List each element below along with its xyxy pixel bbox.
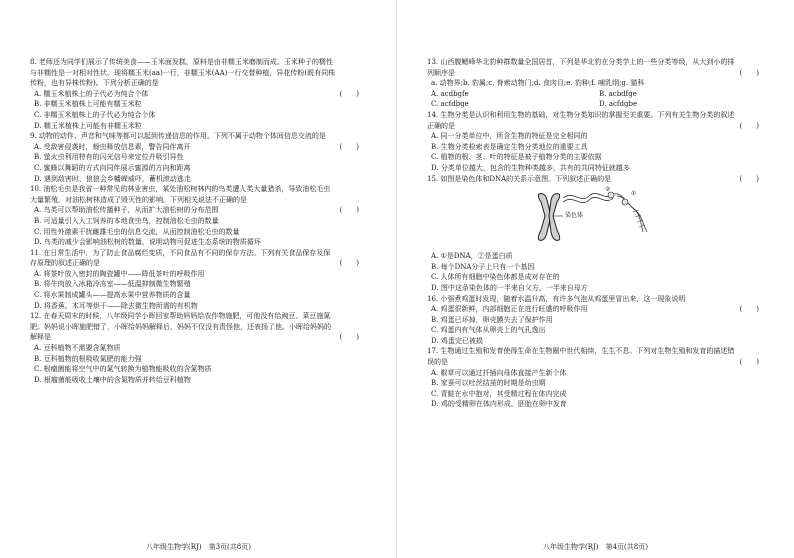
option-c[interactable]: C. 青蛙在水中抱对，其受精过程在体内完成: [431, 389, 567, 398]
option-a[interactable]: A. 将茶叶放入密封的陶瓷罐中——降低茶叶的呼吸作用: [34, 269, 205, 278]
question-15: [427, 174, 767, 294]
option-b[interactable]: B. 豆科植物的根吸收氮肥的能力强: [34, 354, 142, 363]
option-c[interactable]: C. 植物的根、茎、叶的特征是被子植物分类的主要依据: [431, 153, 602, 162]
option-d[interactable]: D. acfdgbe: [599, 100, 638, 109]
answer-bracket[interactable]: ( ): [339, 333, 359, 342]
option-a[interactable]: A. 鸟类可以帮助油松传播种子，从而扩大油松树的分布范围: [34, 206, 219, 215]
question-stem: 15. 如图是染色体和DNA的关系示意图。下列叙述正确的是: [427, 174, 612, 183]
question-stem: 10. 油松毛虫是我省一种常见的林业害虫，某处油松树林内的鸟类遭人类大量猎杀，导致油松毛虫大量繁殖，对油松树林造成了毁灭性的影响。下列相关说法不正确的是: [30, 185, 331, 204]
option-a[interactable]: A. 受敌害侵袭时，蚜虫释放信息素，警告同伴离开: [34, 142, 191, 151]
option-d[interactable]: D. 鸡的受精卵在体内形成，胚胎在卵中发育: [431, 400, 567, 409]
question-8: [30, 57, 367, 131]
option-d[interactable]: D. 图中这条染色体的一半来自父方，一半来自母方: [431, 283, 588, 292]
answer-bracket[interactable]: ( ): [739, 121, 759, 130]
option-a[interactable]: A. 同一分类单位中，所含生物的特征是完全相同的: [431, 132, 588, 141]
chromosome-dna-figure: [523, 186, 683, 250]
page-4: [397, 0, 794, 558]
question-11: [30, 248, 367, 312]
option-c[interactable]: C. 鸡蛋内有气体从卵壳上的气孔逸出: [431, 326, 546, 335]
option-c[interactable]: C. 人体所有细胞中染色体都是成对存在的: [431, 273, 560, 282]
option-d[interactable]: D. 将香蕉、木耳等烘干——除去微生物所需的有机物: [34, 301, 198, 310]
answer-bracket[interactable]: ( ): [739, 305, 759, 314]
option-b[interactable]: B. 萤火虫利用特有的闪光信号来定位并吸引异性: [34, 153, 184, 162]
option-d[interactable]: D. 分类单位越大，包含的生物种类越多，共有的共同特征就越多: [431, 163, 630, 172]
page-footer: 八年级生物学(RJ) 第4页(共8页): [543, 543, 648, 551]
option-c[interactable]: C. 非糯玉米植株上的子代必为纯合个体: [34, 110, 156, 119]
question-stem: 11. 在日常生活中，为了防止食品腐烂变质，不同食品有不同的保存方法。下列有关食品保存及保存原理的叙述正确的是: [30, 248, 331, 268]
option-c[interactable]: C. 蜜蜂以舞蹈的方式向同伴展示蜜源的方向和距离: [34, 163, 191, 172]
answer-bracket[interactable]: ( ): [339, 142, 359, 151]
option-b[interactable]: B. 鸡蛋已坏掉，卵壳膜失去了保护作用: [431, 315, 553, 324]
option-a[interactable]: A. acdbgfe: [431, 89, 469, 98]
question-10: [30, 184, 367, 248]
option-a[interactable]: A. 糯玉米植株上的子代必为纯合个体: [34, 89, 149, 98]
option-b[interactable]: B. 非糯玉米植株上可能有糯玉米粒: [34, 100, 142, 109]
question-stem: 12. 在春天周末的时候，八年级同学小晖回家帮助妈妈给农作物施肥，可他没有给豌豆、菜豆施氮肥。妈妈说小晖施肥错了，小晖给妈妈解释后，妈妈不仅没有责怪他，还表扬了他。小晖给妈妈的解释是: [30, 312, 331, 342]
page-footer: 八年级生物学(RJ) 第3页(共8页): [146, 543, 251, 551]
left-column: [30, 57, 367, 385]
option-d[interactable]: D. 鸟类的减少会影响油松树的数量，说明动物可促进生态系统的物质循环: [34, 238, 261, 247]
question-stem: 13. 山西腹鳃峰华北豹种群数量全国居首，下列是华北豹在分类学上的一些分类等级，从大到小的排列顺序是: [427, 58, 735, 77]
chromosome-diagram: [523, 186, 683, 250]
answer-bracket[interactable]: ( ): [339, 206, 359, 215]
option-b[interactable]: B. 可适量引入人工饲养的本地食虫鸟，控制油松毛虫的数量: [34, 216, 219, 225]
answer-bracket[interactable]: ( ): [739, 174, 759, 183]
option-a[interactable]: A. ①是DNA，②是蛋白质: [431, 252, 513, 261]
option-b[interactable]: B. 将牛肉放入冰箱冷冻室——低温抑制微生物繁殖: [34, 280, 191, 289]
question-stem: 9. 动物的动作、声音和气味等都可以起到传递信息的作用。下列不属于动物个体间信息交流的是: [30, 132, 326, 141]
option-c[interactable]: C. 将水果制成罐头——提高水果中营养物质的含量: [34, 291, 191, 300]
answer-bracket[interactable]: ( ): [739, 358, 759, 367]
question-12: [30, 311, 367, 385]
question-stem: 17. 生物通过生殖和发育使得生命在生物圈中世代相续，生生不息。下列对生物生殖和发育的描述错误的是: [427, 347, 735, 367]
question-17: [427, 346, 767, 410]
option-b[interactable]: B. acbdfge: [599, 89, 637, 98]
option-a[interactable]: A. 椒草可以通过扦插向母体直接产生新个体: [431, 368, 567, 377]
question-9: [30, 131, 367, 184]
label-2: ②: [605, 186, 611, 194]
question-13: [427, 57, 767, 110]
question-stem: 16. 小强煮鸡蛋时发现，随着水温升高，有许多气泡从鸡蛋里冒出来，这一现象说明: [427, 294, 686, 303]
answer-bracket[interactable]: ( ): [339, 89, 359, 98]
option-b[interactable]: B. 家蚕可以吐丝结茧的时期是幼虫期: [431, 379, 546, 388]
label-1: ①: [631, 190, 637, 198]
question-16: [427, 294, 767, 347]
option-d[interactable]: D. 根瘤菌能吸收土壤中的含氮物质并转给豆科植物: [34, 375, 191, 384]
option-a[interactable]: A. 鸡蛋很新鲜，内部细胞正在进行旺盛的呼吸作用: [431, 305, 588, 314]
option-b[interactable]: B. 每个DNA分子上只有一个基因: [431, 262, 535, 271]
option-c[interactable]: C. 用性外激素干扰雌雄毛虫的信息交流，从而控制油松毛虫的数量: [34, 227, 240, 236]
options-grid: [427, 89, 767, 110]
answer-bracket[interactable]: ( ): [339, 259, 359, 268]
classification-list: a. 动物界;b. 豹属;c. 脊索动物门;d. 食肉目;e. 豹种;f. 哺乳纲;g. 猫科: [431, 79, 645, 88]
option-b[interactable]: B. 生物分类检索表是确定生物分类地位的重要工具: [431, 142, 588, 151]
question-stem: 8. 老师还为同学们展示了传统美食——玉米面发糕，原料是由非糯玉米磨制而成。玉米种子的糯性与非糯性是一对相对性状。现将糯玉米(aa)一行，非糯玉米(AA)一行交替种植，异花传粉(既有同株传粉，也有异株传粉)。下列分析正确的是: [30, 58, 336, 88]
option-d[interactable]: D. 鸡蛋完已被损: [431, 336, 483, 345]
question-14: [427, 110, 767, 174]
option-c[interactable]: C. acfdbge: [431, 100, 469, 109]
answer-bracket[interactable]: ( ): [739, 68, 759, 77]
option-a[interactable]: A. 豆科植物不需要含氮物质: [34, 344, 121, 353]
chromosome-label: 染色体: [565, 212, 584, 220]
question-stem: 14. 生物分类是认识和利用生物的基础，对生物分类知识的掌握至关重要。下列有关生物分类的叙述正确的是: [427, 110, 735, 130]
option-d[interactable]: D. 糯玉米植株上可能有非糯玉米粒: [34, 121, 142, 130]
right-column: [427, 57, 767, 410]
option-c[interactable]: C. 根瘤菌能将空气中的氮气转换为植物能吸收的含氮物质: [34, 365, 212, 374]
option-d[interactable]: D. 遇到敌害时，狼狼会乡幡嵘威吓，蓄机滚动逃走: [34, 174, 191, 183]
